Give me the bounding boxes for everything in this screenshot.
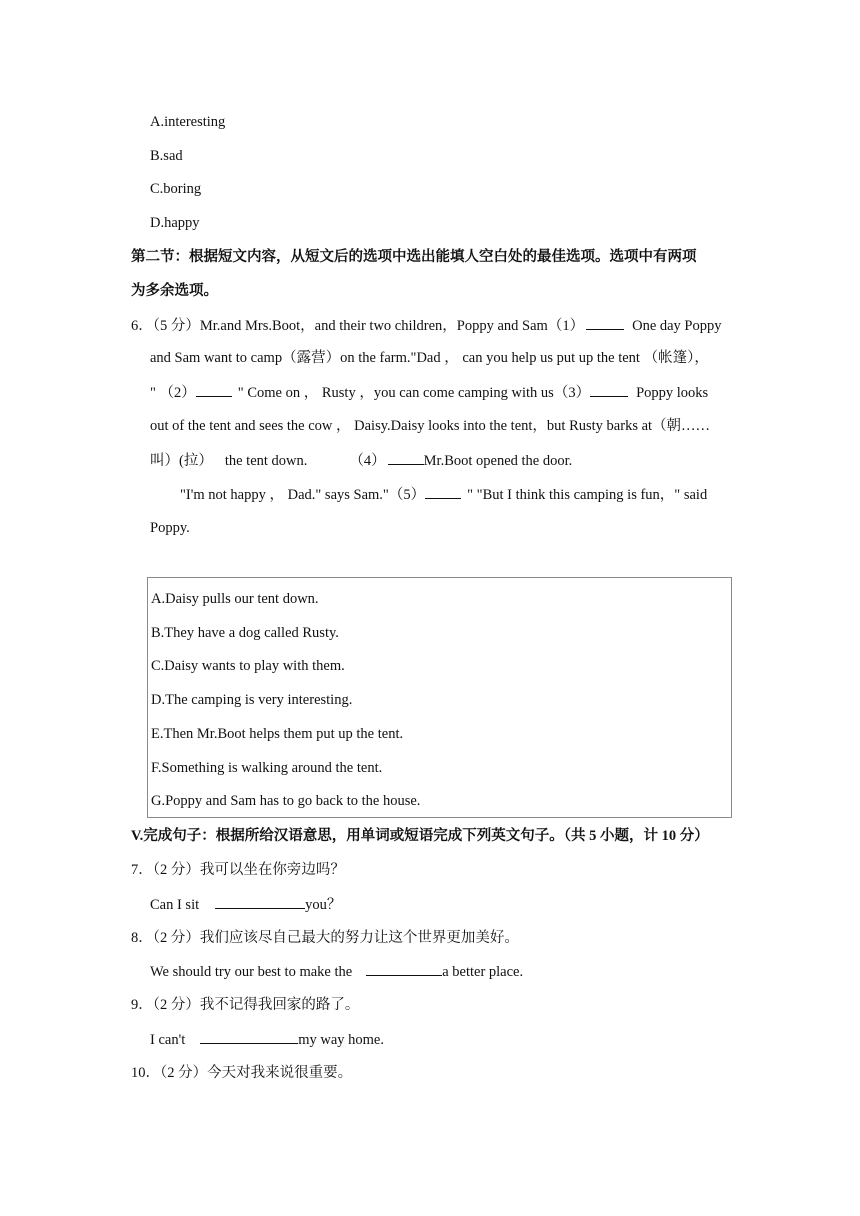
q8-text: We should try our best to make the [150, 964, 353, 980]
q7-answer-line [150, 894, 341, 915]
q6-text: （帐篷）， [643, 350, 709, 366]
section5-heading: V.完成句子：根据所给汉语意思，用单词或短语完成下列英文句子。（共 5 小题，计 10 分） [131, 828, 709, 844]
q7-answer-blank[interactable] [215, 894, 305, 909]
q6-option-e: E.Then Mr.Boot helps them put up the tent. [151, 726, 404, 742]
q6-line4 [150, 416, 710, 436]
q7-text: Can I sit [150, 897, 200, 913]
q6-option-b: B.They have a dog called Rusty. [151, 625, 339, 641]
q9-answer-blank[interactable] [200, 1029, 298, 1044]
q9-answer-line [150, 1029, 384, 1050]
q6-option-d: D.The camping is very interesting. [151, 692, 353, 708]
q6-line6 [180, 484, 707, 505]
q6-text: the tent down. [224, 453, 308, 469]
option-d: D.happy [150, 215, 200, 231]
q8-text: a better place. [442, 964, 524, 980]
answer-blank-2[interactable] [196, 382, 232, 397]
q6-line1 [131, 315, 722, 336]
q6-text: Mr.Boot opened the door. [423, 453, 573, 469]
q6-line7: Poppy. [150, 520, 190, 536]
q9-text: I can't [150, 1032, 186, 1048]
q6-text: （朝…… [652, 418, 711, 434]
q8-stem: 8．（2 分）我们应该尽自己最大的努力让这个世界更加美好。 [131, 930, 519, 946]
q8-answer-blank[interactable] [366, 961, 442, 976]
q6-text: Poppy looks [636, 385, 709, 401]
q9-text: my way home. [298, 1032, 384, 1048]
q6-line5 [150, 450, 572, 471]
section2-heading-line1: 第二节：根据短文内容，从短文后的选项中选出能填人空白处的最佳选项。选项中有两项 [131, 249, 697, 265]
answer-blank-3[interactable] [590, 382, 628, 397]
q6-line3 [150, 382, 708, 403]
section2-heading-line2: 为多余选项。 [131, 283, 218, 299]
q6-text: One day Poppy [632, 318, 722, 334]
options-box [147, 577, 732, 818]
q6-text: " "But I think this camping is fun，" said [467, 487, 708, 503]
q6-text: and Sam want to camp（露营）on the farm."Dad ， can you help us put up the tent [150, 350, 640, 366]
answer-blank-5[interactable] [425, 484, 461, 499]
q7-stem: 7．（2 分）我可以坐在你旁边吗？ [131, 862, 345, 878]
option-b: B.sad [150, 148, 183, 164]
q6-text: 叫）(拉） [150, 453, 213, 469]
q6-text: （4） [349, 453, 386, 469]
q8-answer-line [150, 961, 523, 982]
q6-text: " （2） [150, 385, 196, 401]
q6-option-a: A.Daisy pulls our tent down. [151, 591, 319, 607]
q10-stem: 10．（2 分）今天对我来说很重要。 [131, 1065, 353, 1081]
answer-blank-1[interactable] [586, 315, 624, 330]
q6-text: " Come on ， Rusty ，you can come camping with us（3） [237, 385, 591, 401]
q6-option-c: C.Daisy wants to play with them. [151, 658, 345, 674]
option-c: C.boring [150, 181, 202, 197]
q6-text: 6．（5 分）Mr.and Mrs.Boot，and their two children，Poppy and Sam（1） [131, 318, 585, 334]
q9-stem: 9．（2 分）我不记得我回家的路了。 [131, 997, 360, 1013]
option-a: A.interesting [150, 114, 226, 130]
q6-text: out of the tent and sees the cow ， Daisy.Daisy looks into the tent，but Rusty barks at [150, 418, 653, 434]
q6-option-g: G.Poppy and Sam has to go back to the house. [151, 793, 421, 809]
answer-blank-4[interactable] [388, 450, 424, 465]
q6-line2 [150, 348, 709, 368]
q6-option-f: F.Something is walking around the tent. [151, 760, 383, 776]
q7-text: you？ [305, 897, 342, 913]
q6-text: "I'm not happy ， Dad." says Sam."（5） [180, 487, 426, 503]
